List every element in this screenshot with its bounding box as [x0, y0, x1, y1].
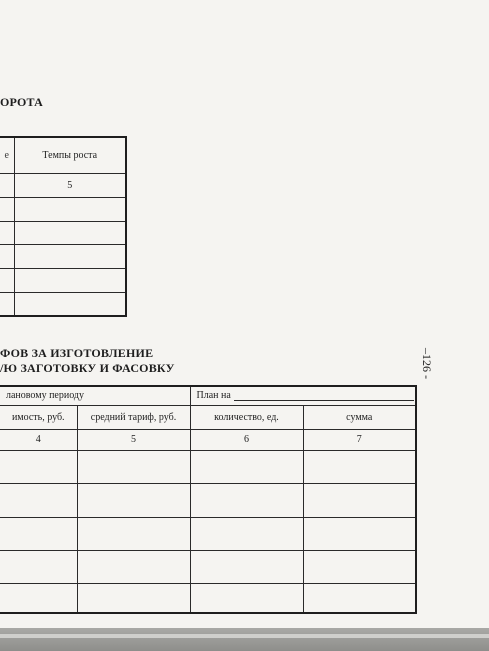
table1-cell: [14, 244, 126, 268]
table1-header-cut: е: [0, 137, 14, 173]
table2-cell: [303, 550, 416, 583]
table2-group-period: лановому периоду: [0, 386, 190, 405]
page-number: –126 -: [420, 348, 434, 379]
table2-colnum-6: 6: [190, 429, 303, 450]
table2-cell: [0, 517, 77, 550]
table2-cell: [190, 483, 303, 517]
table2-header-cost: имость, руб.: [0, 405, 77, 429]
table2-cell: [77, 550, 190, 583]
table2-cell: [0, 583, 77, 613]
growth-rate-table: [0, 136, 127, 317]
table2-cell: [303, 450, 416, 483]
table2-cell: [303, 517, 416, 550]
table2-cell: [190, 550, 303, 583]
table1-header-growth-rate: Темпы роста: [14, 137, 126, 173]
table2-header-quantity: количество, ед.: [190, 405, 303, 429]
table2-colnum-5: 5: [77, 429, 190, 450]
table2-cell: [190, 583, 303, 613]
section-heading-1: ОРОТА: [0, 95, 43, 109]
table2-colnum-7: 7: [303, 429, 416, 450]
table2-cell: [0, 450, 77, 483]
table2-cell: [77, 517, 190, 550]
table2-cell: [0, 550, 77, 583]
table2-cell: [0, 483, 77, 517]
table2-cell: [190, 450, 303, 483]
section-heading-2-line2: /Ю ЗАГОТОВКУ И ФАСОВКУ: [0, 361, 175, 375]
plan-blank-line: [234, 391, 414, 401]
table1-cell: [0, 244, 14, 268]
table2-cell: [77, 450, 190, 483]
scan-bottom-edge: [0, 628, 489, 651]
table1-cell: [0, 197, 14, 221]
table2-cell: [77, 483, 190, 517]
table2-cell: [303, 583, 416, 613]
table2-plan-label: План на: [196, 390, 231, 402]
tariff-table: [0, 385, 417, 614]
table1-cell: [14, 268, 126, 292]
table1-index-cut: [0, 173, 14, 197]
table1-cell: [0, 221, 14, 244]
table2-colnum-4: 4: [0, 429, 77, 450]
table1-cell: [14, 221, 126, 244]
table2-cell: [190, 517, 303, 550]
table2-header-avg-tariff: средний тариф, руб.: [77, 405, 190, 429]
table2-cell: [303, 483, 416, 517]
table1-cell: [14, 292, 126, 316]
table2-group-plan: [190, 386, 416, 405]
table2-header-sum: сумма: [303, 405, 416, 429]
table1-cell: [0, 292, 14, 316]
table2-cell: [77, 583, 190, 613]
table1-index-5: 5: [14, 173, 126, 197]
section-heading-2-line1: ФОВ ЗА ИЗГОТОВЛЕНИЕ: [0, 346, 154, 360]
table1-cell: [14, 197, 126, 221]
table1-cell: [0, 268, 14, 292]
